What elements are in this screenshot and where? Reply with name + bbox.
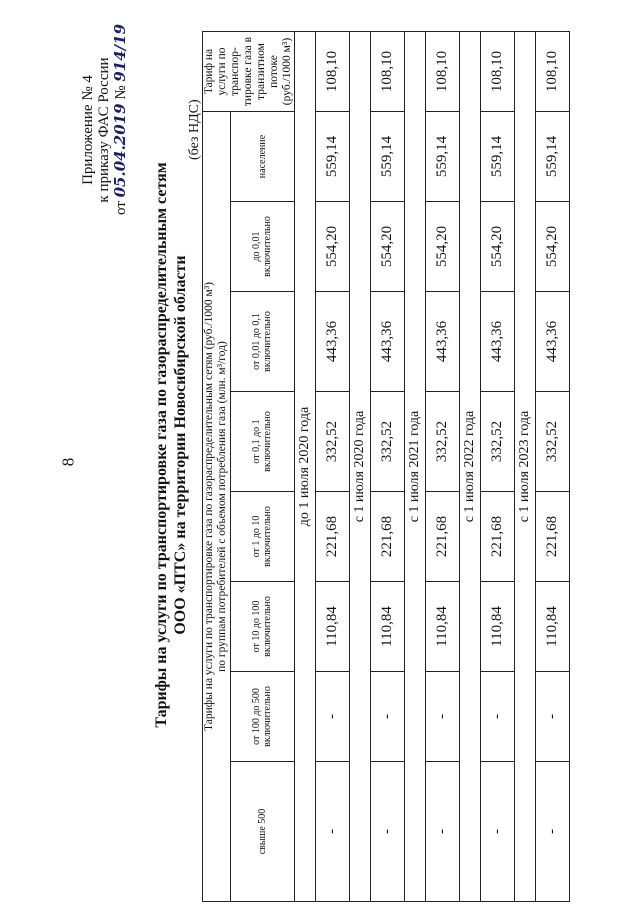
cell-0.01-0.1: 443,36: [536, 292, 570, 392]
cell-over-500: -: [481, 762, 515, 902]
cell-0.01-0.1: 443,36: [371, 292, 405, 392]
cell-population: 559,14: [536, 112, 570, 202]
cell-transit: 108,10: [316, 32, 350, 112]
cell-0.1-1: 332,52: [316, 392, 350, 492]
cell-population: 559,14: [371, 112, 405, 202]
col-header-0.1-1: от 0,1 до 1 включительно: [230, 392, 294, 492]
cell-0.1-1: 332,52: [536, 392, 570, 492]
title-line-2: ООО «ПТС» на территории Новосибирской области: [172, 255, 189, 635]
cell-population: 559,14: [426, 112, 460, 202]
appendix-title: Приложение № 4: [80, 75, 96, 185]
cell-10-100: 110,84: [536, 582, 570, 672]
table-row: [536, 32, 570, 902]
cell-0.01-0.1: 443,36: [481, 292, 515, 392]
cell-100-500: -: [481, 672, 515, 762]
cell-1-10: 221,68: [316, 492, 350, 582]
section-label: с 1 июля 2020 года: [350, 32, 371, 902]
main-header: [203, 112, 231, 902]
appendix-number-sign: №: [113, 85, 129, 100]
cell-over-500: -: [426, 762, 460, 902]
document-title: [152, 115, 190, 775]
transit-header: Тариф на услуги по транспор- тировке газа в транзитном потоке (руб./1000 м³): [203, 32, 295, 112]
cell-1-10: 221,68: [536, 492, 570, 582]
cell-100-500: -: [316, 672, 350, 762]
cell-population: 559,14: [316, 112, 350, 202]
col-header-population: население: [230, 112, 294, 202]
cell-transit: 108,10: [426, 32, 460, 112]
cell-100-500: -: [536, 672, 570, 762]
table-row: [426, 32, 460, 902]
page-number: 8: [58, 457, 78, 467]
cell-1-10: 221,68: [426, 492, 460, 582]
cell-0.1-1: 332,52: [426, 392, 460, 492]
col-header-10-100: от 10 до 100 включительно: [230, 582, 294, 672]
cell-upto-0.01: 554,20: [426, 202, 460, 292]
section-label: с 1 июля 2021 года: [405, 32, 426, 902]
cell-upto-0.01: 554,20: [316, 202, 350, 292]
main-header-line-2: по группам потребителей с объемом потребления газа (млн. м³/год): [216, 341, 229, 672]
appendix-date-line: [111, 23, 129, 215]
cell-10-100: 110,84: [481, 582, 515, 672]
section-label: с 1 июля 2022 года: [460, 32, 481, 902]
cell-transit: 108,10: [481, 32, 515, 112]
cell-over-500: -: [371, 762, 405, 902]
appendix-number: 914/19: [111, 23, 129, 82]
table-row: [316, 32, 350, 902]
cell-upto-0.01: 554,20: [536, 202, 570, 292]
cell-population: 559,14: [481, 112, 515, 202]
cell-0.01-0.1: 443,36: [316, 292, 350, 392]
cell-1-10: 221,68: [371, 492, 405, 582]
cell-10-100: 110,84: [426, 582, 460, 672]
section-label: с 1 июля 2023 года: [515, 32, 536, 902]
cell-over-500: -: [316, 762, 350, 902]
col-header-upto-0.01: до 0,01 включительно: [230, 202, 294, 292]
cell-100-500: -: [371, 672, 405, 762]
vat-note: (без НДС): [187, 99, 202, 160]
col-header-100-500: от 100 до 500 включительно: [230, 672, 294, 762]
col-header-1-10: от 1 до 10 включительно: [230, 492, 294, 582]
appendix-date-prefix: от: [113, 201, 129, 215]
cell-10-100: 110,84: [316, 582, 350, 672]
appendix-block: [80, 23, 129, 215]
table-row: [481, 32, 515, 902]
cell-0.1-1: 332,52: [371, 392, 405, 492]
cell-100-500: -: [426, 672, 460, 762]
title-line-1: Тарифы на услуги по транспортировке газа по газораспределительным сетям: [153, 162, 170, 728]
cell-upto-0.01: 554,20: [371, 202, 405, 292]
tariff-table: [202, 31, 570, 902]
section-label: до 1 июля 2020 года: [295, 32, 316, 902]
appendix-date: 05.04.2019: [111, 103, 129, 198]
appendix-order-ref: к приказу ФАС России: [96, 57, 112, 203]
cell-transit: 108,10: [371, 32, 405, 112]
main-header-line-1: Тарифы на услуги по транспортировке газа по газораспределительным сетям (руб./1000 м³): [203, 282, 216, 731]
col-header-over-500: свыше 500: [230, 762, 294, 902]
table-row: [371, 32, 405, 902]
cell-1-10: 221,68: [481, 492, 515, 582]
col-header-0.01-0.1: от 0,01 до 0,1 включительно: [230, 292, 294, 392]
cell-0.1-1: 332,52: [481, 392, 515, 492]
cell-0.01-0.1: 443,36: [426, 292, 460, 392]
cell-upto-0.01: 554,20: [481, 202, 515, 292]
cell-10-100: 110,84: [371, 582, 405, 672]
cell-over-500: -: [536, 762, 570, 902]
cell-transit: 108,10: [536, 32, 570, 112]
